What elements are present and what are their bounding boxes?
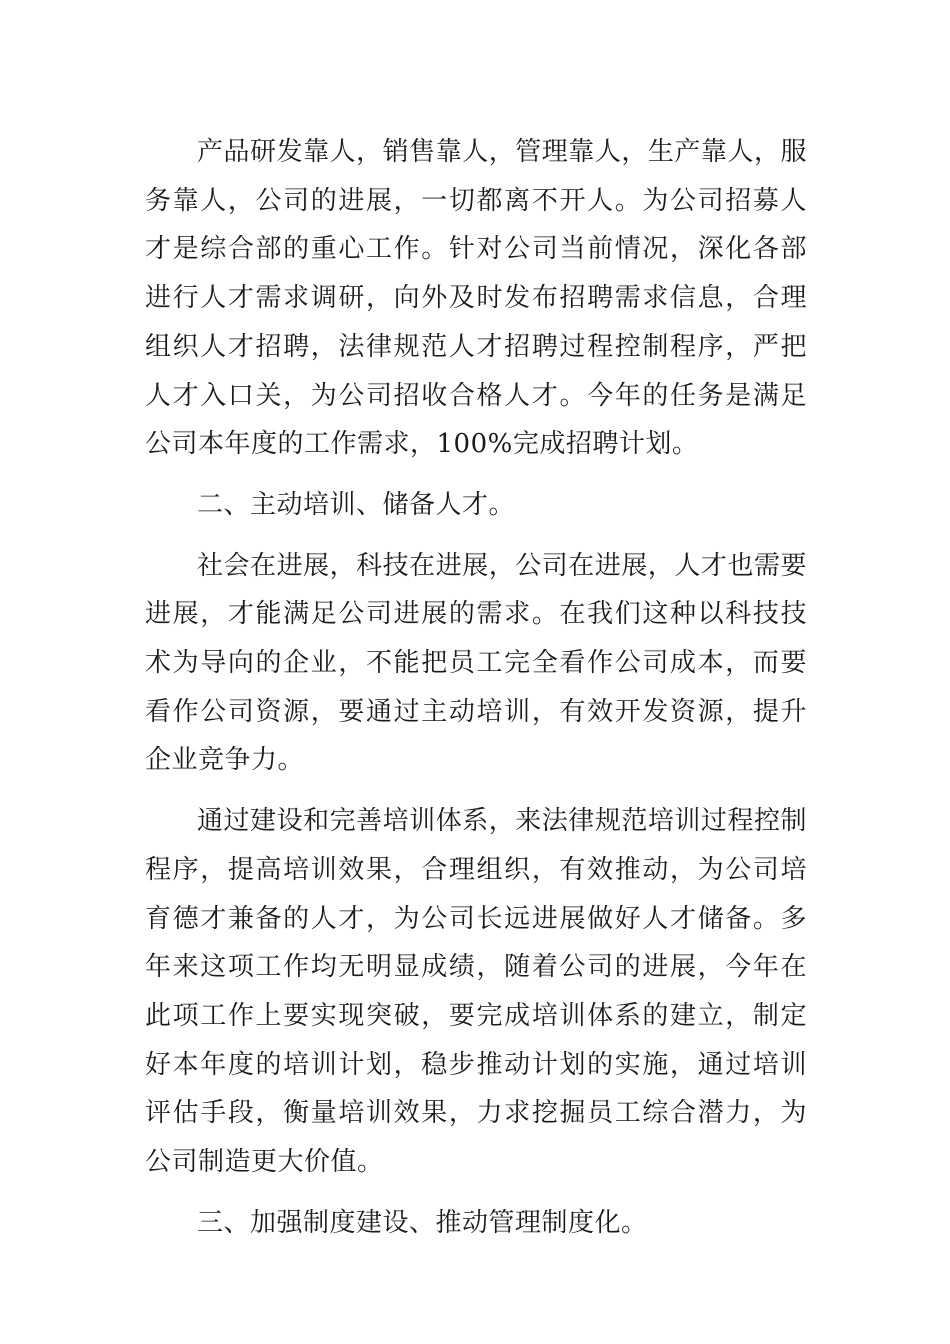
document-body — [145, 128, 807, 1247]
paragraph-training-intro: 社会在进展，科技在进展，公司在进展，人才也需要进展，才能满足公司进展的需求。在我们这种以科技技术为导向的企业，不能把员工完全看作公司成本，而要看作公司资源，要通过主动培训，有效开发资源，提升企业竞争力。 — [145, 550, 807, 776]
paragraph-recruitment: 产品研发靠人，销售靠人，管理靠人，生产靠人，服务靠人，公司的进展，一切都离不开人。为公司招募人才是综合部的重心工作。针对公司当前情况，深化各部进行人才需求调研，向外及时发布招聘需求信息，合理组织人才招聘，法律规范人才招聘过程控制程序，严把人才入口关，为公司招收合格人才。今年的任务是满足公司本年度的工作需求，100%完成招聘计划。 — [145, 137, 807, 460]
paragraph-spacer — [145, 530, 807, 542]
section-heading-training: 二、主动培训、储备人才。 — [197, 489, 516, 520]
section-heading-institution: 三、加强制度建设、推动管理制度化。 — [197, 1207, 648, 1238]
paragraph-spacer — [145, 1187, 807, 1199]
paragraph-training-system: 通过建设和完善培训体系，来法律规范培训过程控制程序，提高培训效果，合理组织，有效推动，为公司培育德才兼备的人才，为公司长远进展做好人才储备。多年来这项工作均无明显成绩，随着公司的进展，今年在此项工作上要实现突破，要完成培训体系的建立，制定好本年度的培训计划，稳步推动计划的实施，通过培训评估手段，衡量培训效果，力求挖掘员工综合潜力，为公司制造更大价值。 — [145, 806, 807, 1178]
paragraph-spacer — [145, 785, 807, 797]
paragraph-spacer — [145, 469, 807, 481]
